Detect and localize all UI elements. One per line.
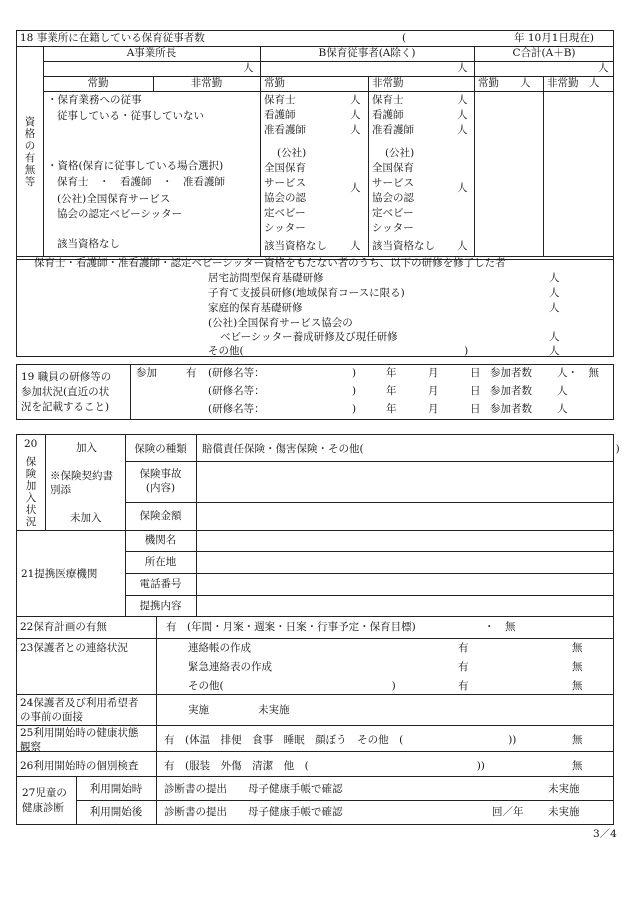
s19-close: ) bbox=[352, 403, 357, 415]
s23-no: 無 bbox=[572, 661, 583, 673]
b-pt-qual: 准看護師 bbox=[372, 124, 414, 136]
training-person: 人 bbox=[549, 331, 560, 343]
a-item: ・資格(保育に従事している場合選択) bbox=[47, 160, 224, 172]
s20-type-label: 保険の種類 bbox=[134, 443, 187, 455]
s22-none: ・ 無 bbox=[484, 621, 516, 633]
training-item: その他( ) bbox=[208, 345, 469, 357]
a-item: 協会の認定ベビーシッター bbox=[57, 208, 183, 220]
s19-month: 月 bbox=[428, 385, 439, 397]
s19-day: 日 bbox=[470, 385, 481, 397]
col-c-header: C合計(A＋B) bbox=[512, 47, 576, 59]
s27-start-cert: 診断書の提出 母子健康手帳で確認 bbox=[164, 783, 343, 795]
training-item: 子育て支援員研修(地域保育コースに限る) bbox=[208, 287, 405, 299]
b-ft-none: 該当資格なし bbox=[264, 240, 327, 252]
s19-training-name: (研修名等： bbox=[208, 403, 265, 415]
b-pt-sitter: シッター bbox=[372, 222, 414, 234]
a-item: 該当資格なし bbox=[57, 238, 120, 250]
a-fulltime: 常勤 bbox=[87, 77, 109, 89]
s19-day: 日 bbox=[470, 403, 481, 415]
s18-paren: ( bbox=[402, 32, 407, 44]
s20-note: 別添 bbox=[50, 484, 71, 496]
b-pt-qual: 保育士 bbox=[372, 94, 404, 106]
s24-notdone: 未実施 bbox=[258, 704, 290, 716]
b-ft-sitter: (公社) bbox=[277, 147, 307, 159]
s27-start: 利用開始時 bbox=[89, 783, 143, 795]
b-ft-person: 人 bbox=[350, 124, 361, 136]
s25-label: 観察 bbox=[20, 741, 41, 753]
s20-amount-label: 保険金額 bbox=[139, 510, 182, 522]
s20-side-label: 保険加入状況 bbox=[25, 456, 37, 528]
c-parttime: 非常勤 人 bbox=[547, 77, 600, 89]
s24-label: の事前の面接 bbox=[20, 711, 83, 723]
s20-note: ※保険契約書 bbox=[50, 470, 113, 482]
col-a-person: 人 bbox=[243, 62, 254, 74]
s19-label: 参加状況(直近の状 bbox=[21, 386, 110, 398]
s19-month: 月 bbox=[428, 403, 439, 415]
s18-title: 18 事業所に在籍している保育従事者数 bbox=[20, 32, 205, 44]
s19-day: 日 bbox=[470, 367, 481, 379]
b-parttime: 非常勤 bbox=[372, 77, 404, 89]
b-pt-person: 人 bbox=[457, 124, 468, 136]
b-pt-sitter: (公社) bbox=[385, 147, 415, 159]
training-item: ベビーシッター養成研修及び現任研修 bbox=[220, 331, 398, 343]
s19-none: 人・ 無 bbox=[557, 367, 599, 379]
s23-no: 無 bbox=[572, 680, 583, 692]
a-item: (公社)全国保育サービス bbox=[57, 193, 171, 205]
b-ft-qual: 看護師 bbox=[264, 109, 296, 121]
s21-label: 21提携医療機関 bbox=[21, 568, 98, 580]
s23-yes: 有 bbox=[458, 661, 469, 673]
b-pt-person: 人 bbox=[457, 109, 468, 121]
training-person: 人 bbox=[549, 345, 560, 357]
s20-type-value: 賠償責任保険・傷害保険・その他( ) bbox=[202, 443, 620, 455]
s20-accident-label: (内容) bbox=[145, 482, 176, 494]
s27-freq: 回／年 bbox=[492, 806, 524, 818]
s23-row: 連絡帳の作成 bbox=[188, 642, 251, 654]
a-parttime: 非常勤 bbox=[190, 77, 223, 89]
col-b-header: B保育従事者(A除く) bbox=[318, 47, 416, 59]
s23-label: 23保護者との連絡状況 bbox=[20, 642, 128, 654]
s27-after: 利用開始後 bbox=[89, 806, 143, 818]
s26-no: 無 bbox=[572, 760, 583, 772]
a-item: 従事している・従事していない bbox=[57, 110, 204, 122]
b-pt-sitter: 全国保育 bbox=[372, 162, 414, 174]
b-pt-person: 人 bbox=[457, 182, 468, 194]
b-ft-sitter: シッター bbox=[264, 222, 306, 234]
s21-row-label: 電話番号 bbox=[139, 578, 182, 590]
b-pt-none: 該当資格なし bbox=[372, 240, 435, 252]
training-person: 人 bbox=[549, 272, 560, 284]
s26-label: 26利用開始時の個別検査 bbox=[20, 760, 139, 772]
s27-after-cert: 診断書の提出 母子健康手帳で確認 bbox=[164, 806, 343, 818]
training-header: 保育士・看護師・准看護師・認定ベビーシッター資格をもたない者のうち、以下の研修を修了した者 bbox=[34, 257, 506, 269]
training-item: 居宅訪問型保育基礎研修 bbox=[208, 272, 324, 284]
training-item: (公社)全国保育サービス協会の bbox=[208, 317, 353, 329]
s25-no: 無 bbox=[572, 734, 583, 746]
s23-yes: 有 bbox=[458, 680, 469, 692]
s24-done: 実施 bbox=[188, 704, 209, 716]
s23-row: その他( ) bbox=[188, 680, 396, 692]
s27-label: 27児童の bbox=[22, 787, 67, 799]
b-pt-sitter: 協会の認 bbox=[372, 192, 414, 204]
s19-month: 月 bbox=[428, 367, 439, 379]
s19-year: 年 bbox=[386, 403, 397, 415]
s19-person: 人 bbox=[557, 403, 568, 415]
b-ft-sitter: 全国保育 bbox=[264, 162, 306, 174]
s20-accident-label: 保険事故 bbox=[139, 468, 182, 480]
s23-row: 緊急連絡表の作成 bbox=[188, 661, 272, 673]
b-ft-person: 人 bbox=[350, 240, 361, 252]
s18-date: 年 10月1日現在) bbox=[514, 32, 594, 44]
s25-value: 有 (体温 排便 食事 睡眠 顔ぼう その他 ( )) bbox=[164, 734, 517, 746]
s19-training-name: (研修名等： bbox=[208, 385, 265, 397]
s21-row-label: 提携内容 bbox=[139, 600, 182, 612]
s19-count: 参加者数 bbox=[490, 385, 532, 397]
b-ft-person: 人 bbox=[350, 109, 361, 121]
s21-row-label: 機関名 bbox=[144, 534, 177, 546]
b-ft-person: 人 bbox=[350, 94, 361, 106]
s27-start-notdone: 未実施 bbox=[548, 783, 580, 795]
training-person: 人 bbox=[549, 287, 560, 299]
s24-label: 24保護者及び利用希望者 bbox=[20, 697, 139, 709]
s22-value: 有 (年間・月案・週案・日案・行事予定・保育目標) bbox=[166, 621, 416, 633]
b-ft-qual: 保育士 bbox=[264, 94, 296, 106]
s20-notjoin: 未加入 bbox=[70, 512, 102, 524]
col-c-person: 人 bbox=[598, 62, 609, 74]
s23-yes: 有 bbox=[458, 642, 469, 654]
col-a-header: A事業所長 bbox=[126, 47, 177, 59]
s19-training-name: (研修名等： bbox=[208, 367, 265, 379]
training-item: 家庭的保育基礎研修 bbox=[208, 302, 303, 314]
s19-label: 19 職員の研修等の bbox=[21, 371, 112, 383]
b-ft-qual: 准看護師 bbox=[264, 124, 306, 136]
s19-count: 参加者数 bbox=[490, 367, 532, 379]
b-ft-person: 人 bbox=[350, 182, 361, 194]
c-fulltime: 常勤 人 bbox=[478, 77, 531, 89]
s19-person: 人 bbox=[557, 385, 568, 397]
b-pt-person: 人 bbox=[457, 240, 468, 252]
s19-yes: 有 bbox=[186, 367, 197, 379]
training-person: 人 bbox=[549, 302, 560, 314]
s19-year: 年 bbox=[386, 367, 397, 379]
s19-sanka: 参加 bbox=[136, 367, 157, 379]
s22-label: 22保育計画の有無 bbox=[20, 621, 107, 633]
s20-num: 20 bbox=[24, 438, 38, 450]
b-ft-sitter: サービス bbox=[264, 177, 306, 189]
b-ft-sitter: 協会の認 bbox=[264, 192, 306, 204]
a-item: ・保育業務への従事 bbox=[47, 94, 142, 106]
s27-after-notdone: 未実施 bbox=[548, 806, 580, 818]
s19-count: 参加者数 bbox=[490, 403, 532, 415]
s26-value: 有 (服装 外傷 清潔 他 ( )) bbox=[164, 760, 485, 772]
s18-side-label: 資格の有無等 bbox=[24, 116, 36, 188]
b-fulltime: 常勤 bbox=[264, 77, 285, 89]
b-pt-qual: 看護師 bbox=[372, 109, 404, 121]
s23-no: 無 bbox=[572, 642, 583, 654]
a-item: 保育士 ・ 看護師 ・ 准看護師 bbox=[57, 176, 225, 188]
s19-close: ) bbox=[352, 385, 357, 397]
b-ft-sitter: 定ベビー bbox=[264, 207, 306, 219]
s20-join: 加入 bbox=[76, 442, 97, 454]
s19-label: 況を記載すること) bbox=[21, 401, 110, 413]
section-18-frame bbox=[16, 30, 614, 260]
b-pt-person: 人 bbox=[457, 94, 468, 106]
s19-year: 年 bbox=[386, 385, 397, 397]
page-number: 3／4 bbox=[593, 828, 617, 840]
s21-row-label: 所在地 bbox=[144, 556, 177, 568]
s25-label: 25利用開始時の健康状態 bbox=[20, 727, 139, 739]
s27-label: 健康診断 bbox=[22, 802, 64, 814]
b-pt-sitter: 定ベビー bbox=[372, 207, 414, 219]
b-pt-sitter: サービス bbox=[372, 177, 414, 189]
col-b-person: 人 bbox=[457, 62, 468, 74]
s19-close: ) bbox=[352, 367, 357, 379]
